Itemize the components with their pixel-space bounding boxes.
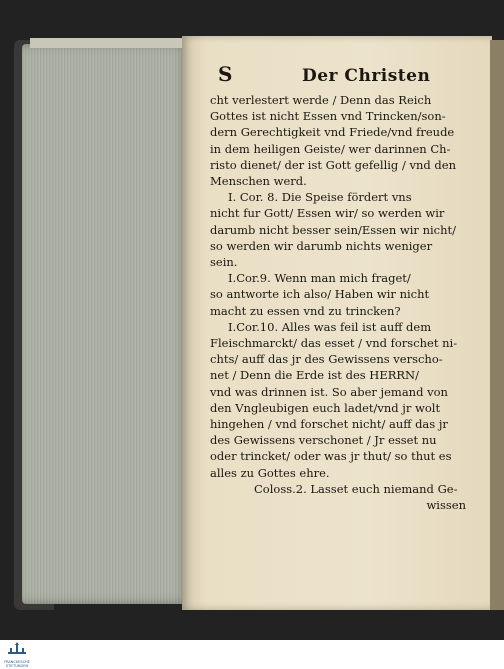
text-line: chts/ auff das jr des Gewissens verscho-	[210, 352, 443, 367]
text-line: den Vngleubigen euch ladet/vnd jr wolt	[210, 400, 441, 415]
page-edges-top	[30, 38, 190, 48]
logo-text: FRANCKESCHE STIFTUNGEN	[4, 660, 30, 668]
text-line: oder trincket/ oder was jr thut/ so thut es	[210, 449, 452, 464]
text-line: hingehen / vnd forschet nicht/ auff das jr	[210, 417, 448, 432]
text-line: des Gewissens verschonet / Jr esset nu	[210, 433, 437, 448]
text-line: I.Cor.10. Alles was feil ist auff dem	[228, 319, 432, 334]
text-line: macht zu essen vnd zu trincken?	[210, 303, 401, 318]
text-line: Menschen werd.	[210, 174, 307, 189]
page-edges	[22, 44, 190, 604]
page-text	[210, 62, 472, 513]
text-line: nicht fur Gott/ Essen wir/ so werden wir	[210, 206, 445, 221]
text-line: risto dienet/ der ist Gott gefellig / vnd den	[210, 157, 456, 172]
text-line: darumb nicht besser sein/Essen wir nicht/	[210, 222, 457, 237]
text-line: Fleischmarckt/ das esset / vnd forschet ni-	[210, 336, 458, 351]
text-line: cht verlestert werde / Denn das Reich	[210, 93, 432, 107]
text-line: so werden wir darumb nichts weniger	[210, 238, 433, 253]
text-line: I.Cor.9. Wenn man mich fraget/	[228, 271, 411, 286]
text-line: Gottes ist nicht Essen vnd Trincken/son-	[210, 109, 446, 124]
viewer-footer	[0, 640, 504, 669]
next-page-edge	[490, 40, 504, 610]
catchword: wissen	[426, 498, 466, 513]
text-line: Coloss.2. Lasset euch niemand Ge-	[254, 481, 458, 496]
text-line: vnd was drinnen ist. So aber jemand von	[210, 384, 448, 399]
text-line: sein.	[210, 255, 238, 270]
page-header	[210, 62, 472, 90]
text-line: dern Gerechtigkeit vnd Friede/vnd freude	[210, 125, 455, 140]
text-line: so antworte ich also/ Haben wir nicht	[210, 287, 430, 302]
text-line: alles zu Gottes ehre.	[210, 465, 330, 480]
running-title: Der Christen	[302, 66, 431, 86]
text-line: in dem heiligen Geiste/ wer darinnen Ch-	[210, 141, 451, 156]
signature-mark: S	[218, 62, 233, 86]
text-line: net / Denn die Erde ist des HERRN/	[210, 368, 419, 383]
text-line: I. Cor. 8. Die Speise fördert vns	[228, 190, 412, 205]
